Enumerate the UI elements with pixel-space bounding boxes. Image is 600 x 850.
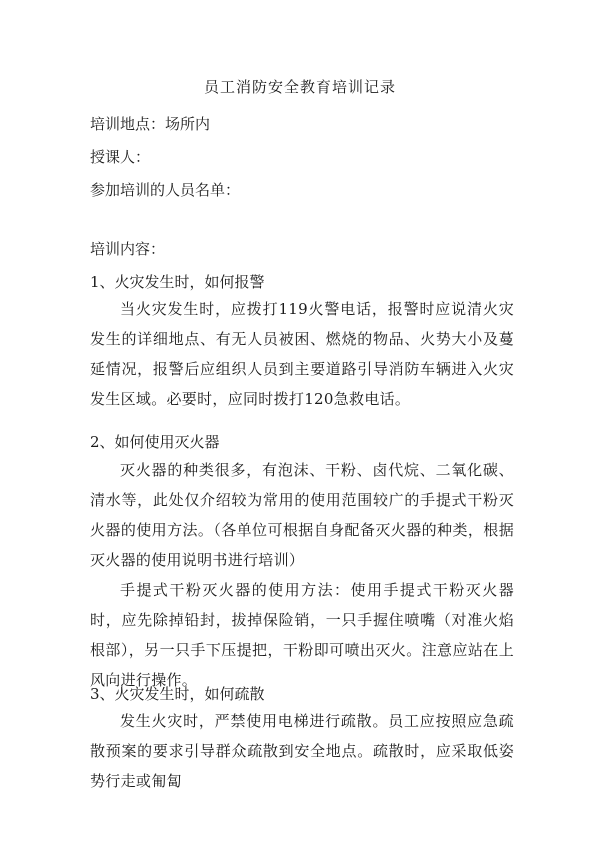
section-1-paragraph-1: 当火灾发生时，应拨打119火警电话，报警时应说清火灾发生的详细地点、有无人员被困、燃烧的物品、火势大小及蔓延情况，报警后应组织人员到主要道路引导消防车辆进入火灾发生区域。必要时，应同时拨打120急救电话。 (90, 300, 514, 408)
section-1-heading: 1、火灾发生时，如何报警 (90, 273, 265, 291)
training-location: 培训地点：场所内 (90, 115, 211, 133)
document-title: 员工消防安全教育培训记录 (203, 78, 396, 96)
section-3-paragraph-1: 发生火灾时，严禁使用电梯进行疏散。员工应按照应急疏散预案的要求引导群众疏散到安全地点。疏散时，应采取低姿势行走或匍匐 (90, 712, 514, 790)
section-2-paragraph-1: 灭火器的种类很多，有泡沫、干粉、卤代烷、二氧化碳、清水等，此处仅介绍较为常用的使用范围较广的手提式干粉灭火器的使用方法。（各单位可根据自身配备灭火器的种类，根据灭火器的使用说明书进行培训） (90, 461, 514, 569)
section-3-heading: 3、火灾发生时，如何疏散 (90, 685, 265, 703)
instructor-label: 授课人： (90, 148, 151, 166)
section-2-paragraph-2: 手提式干粉灭火器的使用方法：使用手提式干粉灭火器时，应先除掉铅封，拔掉保险销，一只手握住喷嘴（对准火焰根部），另一只手下压提把，干粉即可喷出灭火。注意应站在上风向进行操作。 (90, 581, 514, 689)
section-2-heading: 2、如何使用灭火器 (90, 433, 220, 451)
attendee-list-label: 参加培训的人员名单： (90, 181, 241, 199)
training-content-label: 培训内容： (90, 240, 166, 258)
